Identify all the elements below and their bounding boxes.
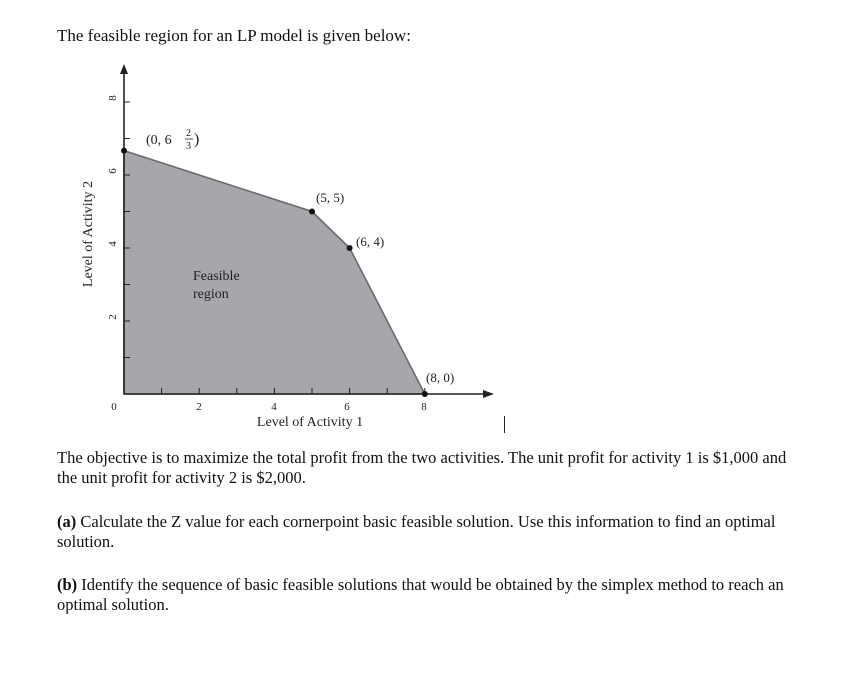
objective-paragraph: The objective is to maximize the total profit from the two activities. The unit profit for activity 1 is $1,000 and the unit profit for activity 2 is $2,000.	[57, 448, 787, 487]
feasible-region-chart	[60, 58, 520, 438]
y-tick-label-6: 6	[107, 168, 119, 174]
part-a-label: (a)	[57, 512, 77, 531]
part-b-paragraph	[57, 575, 807, 615]
text-cursor	[504, 416, 505, 433]
y-tick-label-8: 8	[107, 95, 119, 101]
y-axis-title: Level of Activity 2	[81, 180, 96, 288]
point-label-5-5: (5, 5)	[316, 190, 345, 205]
feasible-region-polygon	[124, 151, 425, 394]
point-label-0-6-2-3-denominator: 3	[186, 141, 191, 152]
x-tick-label-4: 4	[271, 401, 277, 413]
part-b-label: (b)	[57, 575, 78, 594]
part-a-paragraph	[57, 512, 807, 552]
point-label-6-4: (6, 4)	[356, 234, 385, 249]
x-tick-label-8: 8	[421, 401, 427, 413]
region-label-line1: Feasible	[193, 269, 240, 284]
x-tick-label-6: 6	[344, 401, 350, 413]
x-axis-title: Level of Activity 1	[256, 415, 364, 430]
point-label-8-0: (8, 0)	[426, 370, 455, 385]
vertex-point-6-4	[347, 245, 353, 251]
part-a-text: Calculate the Z value for each cornerpoint basic feasible solution. Use this information to find an optimal solution.	[57, 512, 776, 551]
vertex-point-5-5	[309, 209, 315, 215]
x-tick-label-2: 2	[196, 401, 202, 413]
point-label-0-6-2-3: (0, 6	[146, 133, 172, 148]
y-tick-label-4: 4	[107, 241, 119, 247]
point-label-0-6-2-3-close: )	[194, 131, 200, 148]
y-axis-arrow	[120, 64, 128, 74]
part-b-text: Identify the sequence of basic feasible solutions that would be obtained by the simplex method to reach an optimal solution.	[57, 575, 784, 614]
point-label-0-6-2-3-numerator: 2	[186, 128, 191, 139]
region-label-line2: region	[193, 287, 229, 302]
x-tick-label-0: 0	[111, 401, 117, 413]
y-tick-label-2: 2	[107, 314, 119, 320]
vertex-point-0-6-2-3	[121, 148, 127, 154]
intro-text: The feasible region for an LP model is given below:	[57, 26, 411, 45]
vertex-point-8-0	[422, 391, 428, 397]
x-axis-arrow	[483, 390, 494, 398]
